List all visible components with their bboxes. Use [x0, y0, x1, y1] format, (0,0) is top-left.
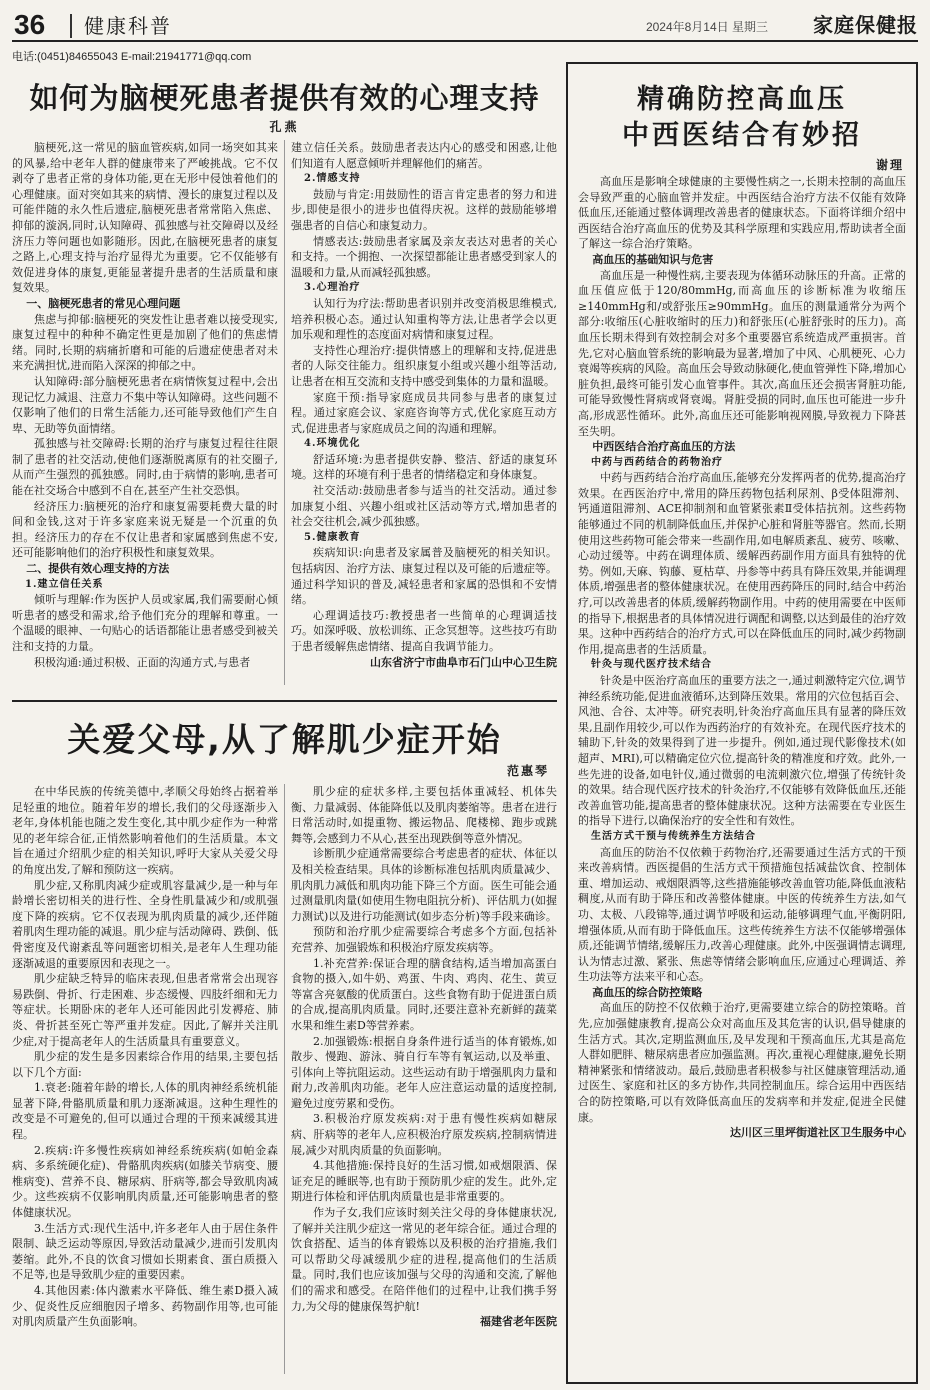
paragraph: 疾病知识:向患者及家属普及脑梗死的相关知识。包括病因、治疗方法、康复过程以及可能的后遗症等。通过科学知识的普及,减轻患者和家属的恐惧和不安情绪。: [291, 546, 557, 607]
paragraph: 中药与西药结合治疗高血压,能够充分发挥两者的优势,提高治疗效果。在西医治疗中,常用的降压药物包括利尿剂、β受体阻滞剂、钙通道阻滞剂、ACE抑制剂和血管紧张素Ⅱ受体拮抗剂。这些药物能够通过不同的机制降低血压,并保护心脏和肾脏等器官。然而,长期使用这些药物可能会带来一些副作用,如电解质紊乱、疲劳、咳嗽、心动过缓等。中药在调理体质、缓解西药副作用方面具有独特的优势。例如,天麻、钩藤、夏枯草、丹参等中药具有降压效果,并能调理体质,增强患者的整体健康状况。在使用西药降压的同时,结合中药治疗,可以改善患者的体质,缓解药物副作用。中药的使用需要在中医师的指导下,根据患者的具体情况进行调配和调整,以达到最佳的治疗效果。这种中西药结合的治疗方式,可以在降低血压的同时,减少药物副作用,提高患者的生活质量。: [578, 471, 906, 656]
subheading: 中西医结合治疗高血压的方法: [592, 440, 736, 454]
subheading: 一、脑梗死患者的常见心理问题: [26, 296, 181, 310]
page-number: 36: [14, 9, 46, 40]
article-column: [12, 784, 278, 1330]
paragraph: 在中华民族的传统美德中,孝顺父母始终占据着举足轻重的地位。随着年岁的增长,我们的父母逐渐步入老年,身体机能也随之发生变化,其中肌少症作为一种常见的老年综合征,正悄然影响着他们的生活质量。本文旨在通过介绍肌少症的相关知识,呼吁大家从关爱父母的角度出发,了解和预防这一疾病。: [12, 785, 278, 876]
paragraph: 情感表达:鼓励患者家属及亲友表达对患者的关心和支持。一个拥抱、一次探望都能让患者感受到家人的温暖和力量,从而减轻孤独感。: [291, 234, 557, 279]
subheading: 2.情感支持: [304, 173, 361, 185]
article-column: [12, 140, 278, 670]
paragraph: 认知行为疗法:帮助患者识别并改变消极思维模式,培养积极心态。通过认知重构等方法,让患者学会以更加乐观和理性的态度面对病情和康复过程。: [291, 296, 557, 342]
contact-line: 电话:(0451)84655043 E-mail:21941771@qq.com: [12, 51, 252, 63]
paragraph: 认知障碍:部分脑梗死患者在病情恢复过程中,会出现记忆力减退、注意力不集中等认知障碍。这些问题不仅影响了他们的日常生活能力,还可能导致他们产生自卑、无助等负面情绪。: [12, 374, 278, 435]
paragraph: 3.生活方式:现代生活中,许多老年人由于居住条件限制、缺乏运动等原因,导致活动量减少,进而引发肌肉萎缩。此外,不良的饮食习惯如长期素食、蛋白质摄入不足等,也是导致肌少症的重要因素。: [12, 1221, 278, 1282]
subheading: 1.建立信任关系: [25, 578, 104, 590]
paragraph: 支持性心理治疗:提供情感上的理解和支持,促进患者的人际交往能力。组织康复小组或兴趣小组等活动,让患者在相互交流和支持中感受到集体的力量和温暖。: [291, 343, 557, 388]
article-source: 达川区三里坪街道社区卫生服务中心: [730, 1126, 906, 1140]
column-body: [291, 140, 557, 655]
paragraph: 家庭干预:指导家庭成员共同参与患者的康复过程。通过家庭会议、家庭咨询等方式,优化家庭互动方式,促进患者与家庭成员之间的沟通和理解。: [291, 390, 557, 435]
paragraph: 建立信任关系。鼓励患者表达内心的感受和困惑,让他们知道有人愿意倾听并理解他们的痛苦。: [291, 141, 557, 170]
article-author: 范惠琴: [506, 764, 549, 778]
article-author: 谢理: [875, 158, 904, 172]
paragraph: 诊断肌少症通常需要综合考虑患者的症状、体征以及相关检查结果。具体的诊断标准包括肌肉质量减少、肌肉肌力减低和肌肉功能下降三个方面。医生可能会通过测量肌肉量(如使用生物电阻抗分析)、评估肌力(如握力测试)以及进行功能测试(如步态分析)等手段来确诊。: [291, 847, 557, 923]
column-body: [291, 784, 557, 1314]
paragraph: 焦虑与抑郁:脑梗死的突发性让患者难以接受现实,康复过程中的种种不确定性更是加剧了他们的焦虑情绪。同时,长期的病痛折磨和可能的后遗症使患者对未来充满担忧,进而陷入深深的抑郁之中。: [12, 312, 278, 373]
paragraph: 2.疾病:许多慢性疾病如神经系统疾病(如帕金森病、多系统硬化症)、骨骼肌肉疾病(如膝关节病变、腰椎病变)、营养不良、糖尿病、肝病等,都会导致肌肉减少。这些疾病不仅影响肌肉质量,还可能影响患者的整体健康状况。: [12, 1143, 278, 1220]
paragraph: 高血压是影响全球健康的主要慢性病之一,长期未控制的高血压会导致严重的心脑血管并发症。中西医结合治疗方法不仅能有效降低血压,还能通过整体调理改善患者的健康状态。下面将详细介绍中西医结合治疗高血压的优势及其科学原理和实践应用,帮助读者全面了解这一综合治疗策略。: [578, 175, 906, 251]
paragraph: 1.补充营养:保证合理的膳食结构,适当增加高蛋白食物的摄入,如牛奶、鸡蛋、牛肉、鸡肉、花生、黄豆等富含亮氨酸的优质蛋白。这些食物有助于促进蛋白质的合成,提高肌肉质量。同时,还要注意补充新鲜的蔬菜水果和维生素D等营养素。: [291, 956, 557, 1032]
article-source: 山东省济宁市曲阜市石门山中心卫生院: [370, 655, 557, 669]
article-column: [291, 784, 557, 1330]
paragraph: 心理调适技巧:教授患者一些简单的心理调适技巧。如深呼吸、放松训练、正念冥想等。这些技巧有助于患者缓解焦虑情绪、提高自我调节能力。: [291, 608, 557, 653]
paragraph: 作为子女,我们应该时刻关注父母的身体健康状况,了解并关注肌少症这一常见的老年综合征。通过合理的饮食搭配、适当的体育锻炼以及积极的治疗措施,我们可以帮助父母减缓肌少症的进程,提高他们的生活质量。同时,我们也应该加强与父母的沟通和交流,了解他们的需求和感受。在陪伴他们的过程中,让我们携手努力,为父母的健康保驾护航!: [291, 1206, 557, 1313]
paragraph: 2.加强锻炼:根据自身条件进行适当的体育锻炼,如散步、慢跑、游泳、骑自行车等有氧运动,以及举重、引体向上等抗阻运动。这些运动有助于增强肌肉力量和耐力,改善肌肉功能。老年人应注意运动量的适度控制,避免过度劳累和受伤。: [291, 1034, 557, 1110]
subheading: 4.环境优化: [304, 438, 361, 450]
paragraph: 3.积极治疗原发疾病:对于患有慢性疾病如糖尿病、肝病等的老年人,应积极治疗原发疾病,控制病情进展,减少对肌肉质量的负面影响。: [291, 1112, 557, 1157]
paragraph: 肌少症,又称肌肉减少症或肌容量减少,是一种与年龄增长密切相关的进行性、全身性肌量减少和/或肌强度下降的疾病。它不仅表现为肌肉质量的减少,还伴随着肌肉生理功能的减退。肌少症与活动障碍、跌倒、低骨密度及代谢紊乱等问题密切相关,是老年人生理功能逐渐减退的重要原因和表现之一。: [12, 878, 278, 970]
article-hypertension: [566, 62, 918, 1384]
paragraph: 4.其他措施:保持良好的生活习惯,如戒烟限酒、保证充足的睡眠等,也有助于预防肌少症的发生。此外,定期进行体检和评估肌肉质量也是非常重要的。: [291, 1159, 557, 1204]
column-body: [578, 174, 906, 1125]
article-column: [291, 140, 557, 671]
paragraph: 经济压力:脑梗死的治疗和康复需要耗费大量的时间和金钱,这对于许多家庭来说无疑是一个沉重的负担。经济压力的存在不仅让患者和家属感到焦虑不安,还可能影响他们的治疗积极性和康复效果。: [12, 499, 278, 560]
subheading: 二、提供有效心理支持的方法: [26, 562, 170, 576]
paragraph: 积极沟通:通过积极、正面的沟通方式,与患者: [34, 655, 251, 669]
article-sarcopenia: [12, 700, 557, 1385]
paragraph: 预防和治疗肌少症需要综合考虑多个方面,包括补充营养、加强锻炼和积极治疗原发疾病等。: [291, 925, 557, 954]
page-header: [12, 8, 918, 42]
subheading: 中药与西药结合的药物治疗: [591, 456, 723, 468]
paragraph: 1.衰老:随着年龄的增长,人体的肌肉神经系统机能显著下降,骨骼肌质量和肌力逐渐减退。这种生理性的改变是不可避免的,但可以通过合理的干预来减缓其进程。: [12, 1081, 278, 1142]
paragraph: 孤独感与社交障碍:长期的治疗与康复过程往往限制了患者的社交活动,使他们逐渐脱离原有的社交圈子,从而产生强烈的孤独感。同时,由于病情的影响,患者可能在社交场合中感到不自在,甚至产生社交恐惧。: [12, 437, 278, 498]
subheading: 高血压的综合防控策略: [592, 985, 703, 999]
subheading: 生活方式干预与传统养生方法结合: [591, 830, 756, 842]
section-name: 健康科普: [84, 14, 172, 38]
paragraph: 肌少症缺乏特异的临床表现,但患者常常会出现容易跌倒、骨折、行走困难、步态缓慢、四肢纤细和无力等症状。长期卧床的老年人还可能因此引发褥疮、肺炎、骨折甚至死亡等严重并发症。因此,了解并关注肌少症,对于提高老年人的生活质量具有重要意义。: [12, 972, 278, 1048]
subheading: 5.健康教育: [304, 531, 361, 543]
article-title: 如何为脑梗死患者提供有效的心理支持: [29, 81, 540, 115]
paragraph: 高血压的防治不仅依赖于药物治疗,还需要通过生活方式的干预来改善病情。西医提倡的生活方式干预措施包括减盐饮食、控制体重、增加运动、戒烟限酒等,这些措施能够改善血管功能,降低血液粘稠度,从而有助于降压和改善整体健康。中医的传统养生方法,如气功、太极、八段锦等,通过调节呼吸和运动,能够调理气血,平衡阴阳,增强体质,从而有助于降低血压。这些传统养生方法不仅能够增强体质,还能调节情绪,缓解压力,改善心理健康。此外,中医强调情志调理,认为情志过激、紧张、焦虑等情绪会影响血压,应通过心理调适、养生功法等方法来平和心态。: [578, 845, 906, 984]
paragraph: 针灸是中医治疗高血压的重要方法之一,通过刺激特定穴位,调节神经系统功能,促进血液循环,达到降压效果。常用的穴位包括百会、风池、合谷、太冲等。研究表明,针灸治疗高血压具有显著的降压效果,且副作用较少,可以作为西药治疗的有效补充。在现代医疗技术的辅助下,针灸的效果得到了进一步提升。例如,通过现代影像技术(如超声、MRI),可以精确定位穴位,提高针灸的精准度和疗效。此外,一些先进的设备,如电针仪,通过微弱的电流刺激穴位,增强了传统针灸的效果。结合现代医疗技术的针灸治疗,不仅能够有效降低血压,还能改善血管功能,提高患者的整体健康状况。这种方法需要在专业医生的指导下进行,以确保治疗的安全性和有效性。: [578, 674, 906, 828]
title-line: 中西医结合有妙招: [622, 120, 862, 151]
article-title: 关爱父母,从了解肌少症开始: [67, 720, 502, 759]
paragraph: 4.其他因素:体内激素水平降低、维生素D摄入减少、促炎性反应细胞因子增多、药物副作用等,也可能对肌肉质量产生负面影响。: [12, 1284, 278, 1329]
paragraph: 肌少症的发生是多因素综合作用的结果,主要包括以下几个方面:: [12, 1050, 278, 1079]
subheading: 针灸与现代医疗技术结合: [591, 659, 712, 671]
paragraph: 脑梗死,这一常见的脑血管疾病,如同一场突如其来的风暴,给中老年人群的健康带来了严峻挑战。它不仅剥夺了患者正常的身体功能,更在无形中侵蚀着他们的心理健康。面对突如其来的病情、漫长的康复过程以及可能伴随的永久性后遗症,脑梗死患者常常陷入焦虑、抑郁的漩涡,同时,认知障碍、孤独感与社交障碍以及经济压力等问题也如影随形。因此,在脑梗死患者的康复之路上,心理支持与治疗显得尤为重要。它不仅能够有效促进身体的康复,更能显著提升患者的生活质量和康复效果。: [12, 141, 278, 295]
paragraph: 高血压的防控不仅依赖于治疗,更需要建立综合的防控策略。首先,应加强健康教育,提高公众对高血压及其危害的认识,倡导健康的生活方式。其次,定期监测血压,及早发现和干预高血压,尤其是高危人群如肥胖、糖尿病患者应加强监测。再次,重视心理健康,避免长期精神紧张和情绪波动。最后,鼓励患者积极参与社区健康管理活动,通过医生、家庭和社区的多方协作,共同控制血压。综合运用中西医结合的防控策略,可以有效降低高血压的发病率和并发症,促进全民健康。: [578, 1001, 906, 1124]
paragraph: 肌少症的症状多样,主要包括体重减轻、机体失衡、力量减弱、体能降低以及肌肉萎缩等。患者在进行日常活动时,如提重物、搬运物品、爬楼梯、跑步或跳舞等,会感到力不从心,甚至出现跌倒等意外情况。: [291, 785, 557, 845]
article-author: 孔燕: [269, 120, 300, 134]
article-title: [568, 82, 916, 154]
article-source: 福建省老年医院: [480, 1315, 557, 1329]
article-stroke-psychology: [12, 64, 557, 694]
article-column: [578, 174, 906, 1141]
column-divider: [284, 140, 285, 685]
header-divider: [70, 14, 72, 38]
paragraph: 倾听与理解:作为医护人员或家属,我们需要耐心倾听患者的感受和需求,给予他们充分的理解和尊重。一个温暖的眼神、一句贴心的话语都能让患者感受到被关注和支持的力量。: [12, 593, 278, 653]
paragraph: 鼓励与肯定:用鼓励性的语言肯定患者的努力和进步,即使是很小的进步也值得庆祝。这样的鼓励能够增强患者的自信心和康复动力。: [291, 187, 557, 232]
paragraph: 社交活动:鼓励患者参与适当的社交活动。通过参加康复小组、兴趣小组或社区活动等方式,增加患者的社会交往机会,减少孤独感。: [291, 484, 557, 529]
paper-name: 家庭保健报: [813, 13, 918, 37]
column-divider: [284, 784, 285, 1374]
paragraph: 高血压是一种慢性病,主要表现为体循环动脉压的升高。正常的血压值应低于120/80mmHg,而高血压的诊断标准为收缩压≥140mmHg和/或舒张压≥90mmHg。血压的测量通常分为两个部分:收缩压(心脏收缩时的压力)和舒张压(心脏舒张时的压力)。高血压长期未得到有效控制会对多个重要器官系统造成严重损害。首先,它对心脑血管系统的影响最为显著,增加了中风、心肌梗死、心力衰竭等疾病的风险。高血压会导致动脉硬化,使血管弹性下降,增加心脏负担,最终可能引发心血管事件。其次,高血压还会损害肾脏功能,可能导致慢性肾病或肾衰竭。肾脏受损的同时,血压也可能进一步升高,形成恶性循环。此外,高血压还可能影响视网膜,导致视力下降甚至失明。: [578, 268, 906, 438]
subheading: 高血压的基础知识与危害: [592, 252, 714, 266]
paragraph: 舒适环境:为患者提供安静、整洁、舒适的康复环境。这样的环境有利于患者的情绪稳定和身体康复。: [291, 452, 557, 482]
title-line: 精确防控高血压: [637, 84, 847, 115]
issue-date: 2024年8月14日 星期三: [645, 20, 768, 34]
subheading: 3.心理治疗: [304, 282, 361, 294]
